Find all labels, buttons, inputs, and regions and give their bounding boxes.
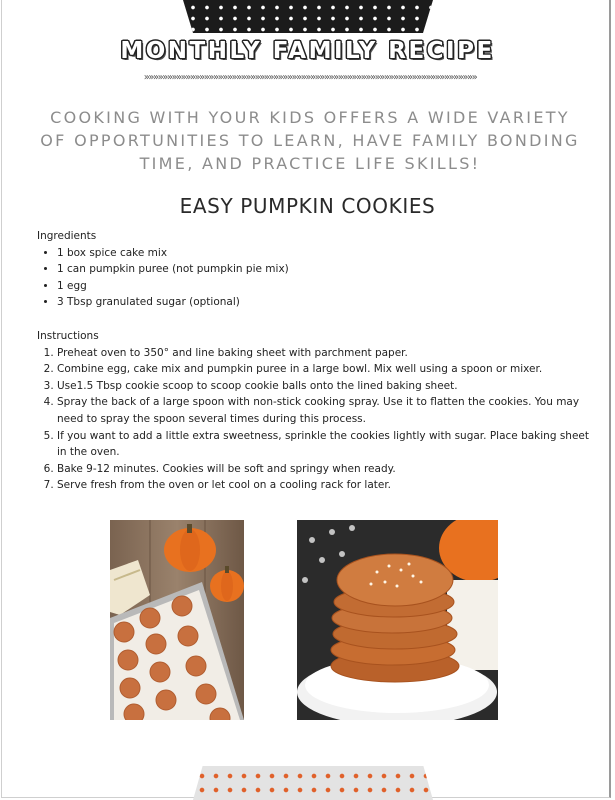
photo-cookie-stack (297, 520, 498, 720)
baking-sheet-illustration (110, 520, 244, 720)
washi-tape-top (183, 0, 433, 33)
chevron-divider: »»»»»»»»»»»»»»»»»»»»»»»»»»»»»»»»»»»»»»»»»»»»»»»»»»»»»»»»»»»»»»»»»»»»»»»» (143, 72, 477, 83)
instruction-step: 6. Bake 9-12 minutes. Cookies will be soft and springy when ready. (57, 461, 597, 478)
ingredient-item: • 3 Tbsp granulated sugar (optional) (57, 294, 597, 311)
ingredient-item: • 1 can pumpkin puree (not pumpkin pie mix) (57, 261, 597, 278)
page-title: MONTHLY FAMILY RECIPE (120, 38, 495, 64)
ingredient-item: • 1 box spice cake mix (57, 245, 597, 262)
instructions-heading: Instructions (37, 330, 99, 342)
instruction-step: 3. Use1.5 Tbsp cookie scoop to scoop cookie balls onto the lined baking sheet. (57, 378, 597, 395)
instruction-step: 7. Serve fresh from the oven or let cool on a cooling rack for later. (57, 477, 597, 494)
ingredients-heading: Ingredients (37, 230, 97, 242)
instructions-list (37, 345, 597, 494)
instruction-step: 1. Preheat oven to 350° and line baking sheet with parchment paper. (57, 345, 597, 362)
instruction-step: 5. If you want to add a little extra sweetness, sprinkle the cookies lightly with sugar. Place baking sheet in the oven. (57, 428, 597, 461)
ingredients-list (37, 245, 597, 311)
instruction-step: 4. Spray the back of a large spoon with non-stick cooking spray. Use it to flatten the cookies. You may need to spray the spoon several times during this process. (57, 394, 597, 427)
instruction-step: 2. Combine egg, cake mix and pumpkin puree in a large bowl. Mix well using a spoon or mixer. (57, 361, 597, 378)
instructions-section (37, 328, 597, 494)
ingredients-section (37, 228, 597, 311)
intro-subtitle: COOKING WITH YOUR KIDS OFFERS A WIDE VARIETY OF OPPORTUNITIES TO LEARN, HAVE FAMILY BONDING TIME, AND PRACTICE LIFE SKILLS! (40, 108, 580, 173)
photo-cookies-on-baking-sheet (110, 520, 244, 720)
cookie-stack-illustration (297, 520, 498, 720)
ingredient-item: • 1 egg (57, 278, 597, 295)
recipe-title: EASY PUMPKIN COOKIES (179, 194, 436, 218)
washi-tape-bottom (193, 766, 433, 800)
